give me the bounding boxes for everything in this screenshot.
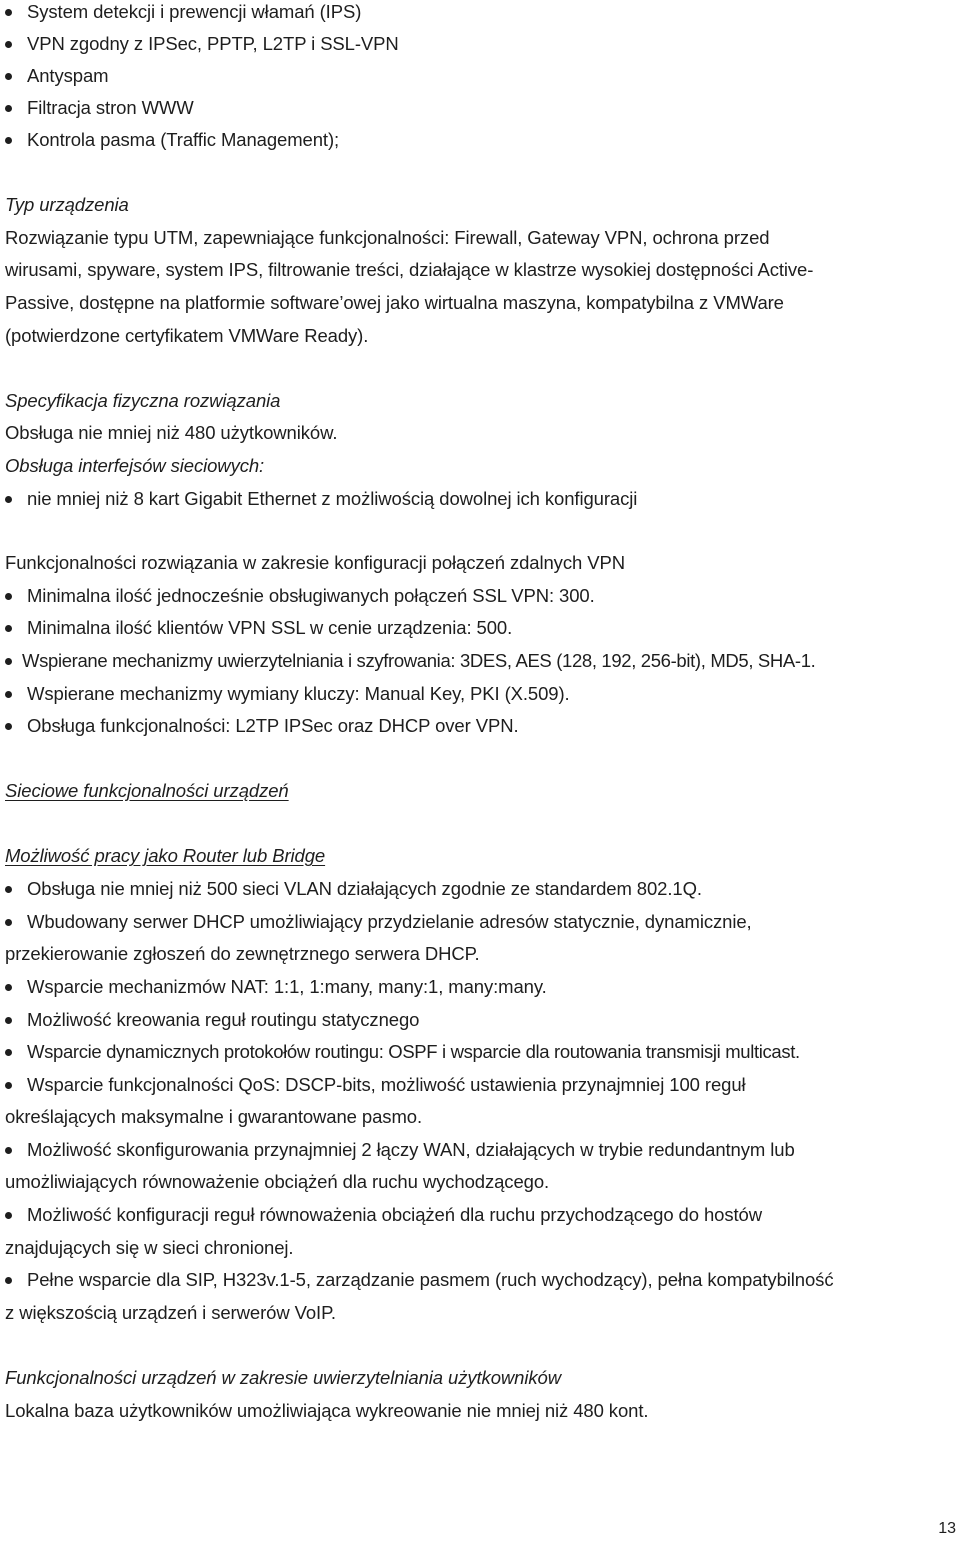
paragraph-line: wirusami, spyware, system IPS, filtrowanie treści, działające w klastrze wysokiej dostępności Active- (5, 259, 814, 280)
list-item: Możliwość kreowania reguł routingu statycznego (27, 1009, 420, 1030)
bullet (5, 593, 12, 600)
list-item: Antyspam (27, 65, 109, 86)
list-item: VPN zgodny z IPSec, PPTP, L2TP i SSL-VPN (27, 33, 399, 54)
bullet (5, 1017, 12, 1024)
list-item-continuation: znajdujących się w sieci chronionej. (5, 1237, 294, 1258)
bullet (5, 137, 12, 144)
page-number: 13 (938, 1520, 956, 1537)
list-item: Wspierane mechanizmy uwierzytelniania i szyfrowania: 3DES, AES (128, 192, 256-bit), MD5, SHA-1. (22, 650, 816, 671)
list-item: Wsparcie mechanizmów NAT: 1:1, 1:many, many:1, many:many. (27, 976, 547, 997)
bullet (5, 73, 12, 80)
bullet (5, 41, 12, 48)
list-item: Możliwość skonfigurowania przynajmniej 2 łączy WAN, działających w trybie redundantnym lub (27, 1139, 795, 1160)
list-item: Kontrola pasma (Traffic Management); (27, 129, 340, 150)
list-item-continuation: z większością urządzeń i serwerów VoIP. (5, 1302, 336, 1323)
bullet (5, 625, 12, 632)
subheading-router: Możliwość pracy jako Router lub Bridge (5, 845, 326, 866)
section-heading-typ: Typ urządzenia (5, 194, 129, 215)
list-item: Obsługa nie mniej niż 500 sieci VLAN działających zgodnie ze standardem 802.1Q. (27, 878, 702, 899)
bullet (5, 1277, 12, 1284)
section-heading-network: Sieciowe funkcjonalności urządzeń (5, 780, 289, 801)
bullet (5, 1082, 12, 1089)
list-item: Filtracja stron WWW (27, 97, 194, 118)
bullet (5, 723, 12, 730)
list-item: Minimalna ilość klientów VPN SSL w cenie urządzenia: 500. (27, 617, 513, 638)
bullet (5, 9, 12, 16)
list-item-continuation: umożliwiających równoważenie obciążeń dla ruchu wychodzącego. (5, 1171, 550, 1192)
list-item: Wspierane mechanizmy wymiany kluczy: Manual Key, PKI (X.509). (27, 683, 570, 704)
paragraph-line: Passive, dostępne na platformie software’owej jako wirtualna maszyna, kompatybilna z VMWare (5, 292, 784, 313)
paragraph-line: Lokalna baza użytkowników umożliwiająca wykreowanie nie mniej niż 480 kont. (5, 1400, 649, 1421)
list-item-continuation: przekierowanie zgłoszeń do zewnętrznego serwera DHCP. (5, 943, 480, 964)
bullet (5, 984, 12, 991)
bullet (5, 658, 12, 665)
section-heading-spec: Specyfikacja fizyczna rozwiązania (5, 390, 281, 411)
bullet (5, 886, 12, 893)
list-item: Obsługa funkcjonalności: L2TP IPSec oraz DHCP over VPN. (27, 715, 519, 736)
bullet (5, 1147, 12, 1154)
subheading-interfaces: Obsługa interfejsów sieciowych: (5, 455, 265, 476)
list-item: Minimalna ilość jednocześnie obsługiwanych połączeń SSL VPN: 300. (27, 585, 595, 606)
list-item: Wsparcie dynamicznych protokołów routingu: OSPF i wsparcie dla routowania transmisji multicast. (27, 1041, 800, 1062)
list-item: nie mniej niż 8 kart Gigabit Ethernet z możliwością dowolnej ich konfiguracji (27, 488, 638, 509)
bullet (5, 691, 12, 698)
list-item: Wbudowany serwer DHCP umożliwiający przydzielanie adresów statycznie, dynamicznie, (27, 911, 752, 932)
section-heading-vpn: Funkcjonalności rozwiązania w zakresie konfiguracji połączeń zdalnych VPN (5, 552, 625, 573)
list-item: Wsparcie funkcjonalności QoS: DSCP-bits, możliwość ustawienia przynajmniej 100 reguł (27, 1074, 746, 1095)
paragraph-line: Rozwiązanie typu UTM, zapewniające funkcjonalności: Firewall, Gateway VPN, ochrona przed (5, 227, 770, 248)
paragraph-line: (potwierdzone certyfikatem VMWare Ready). (5, 325, 369, 346)
bullet (5, 919, 12, 926)
paragraph-line: Obsługa nie mniej niż 480 użytkowników. (5, 422, 338, 443)
list-item: Możliwość konfiguracji reguł równoważenia obciążeń dla ruchu przychodzącego do hostów (27, 1204, 762, 1225)
bullet (5, 105, 12, 112)
list-item: Pełne wsparcie dla SIP, H323v.1-5, zarządzanie pasmem (ruch wychodzący), pełna kompatybilność (27, 1269, 834, 1290)
section-heading-auth: Funkcjonalności urządzeń w zakresie uwierzytelniania użytkowników (5, 1367, 561, 1388)
bullet (5, 1049, 12, 1056)
list-item-continuation: określających maksymalne i gwarantowane pasmo. (5, 1106, 422, 1127)
list-item: System detekcji i prewencji włamań (IPS) (27, 1, 362, 22)
bullet (5, 496, 12, 503)
bullet (5, 1212, 12, 1219)
